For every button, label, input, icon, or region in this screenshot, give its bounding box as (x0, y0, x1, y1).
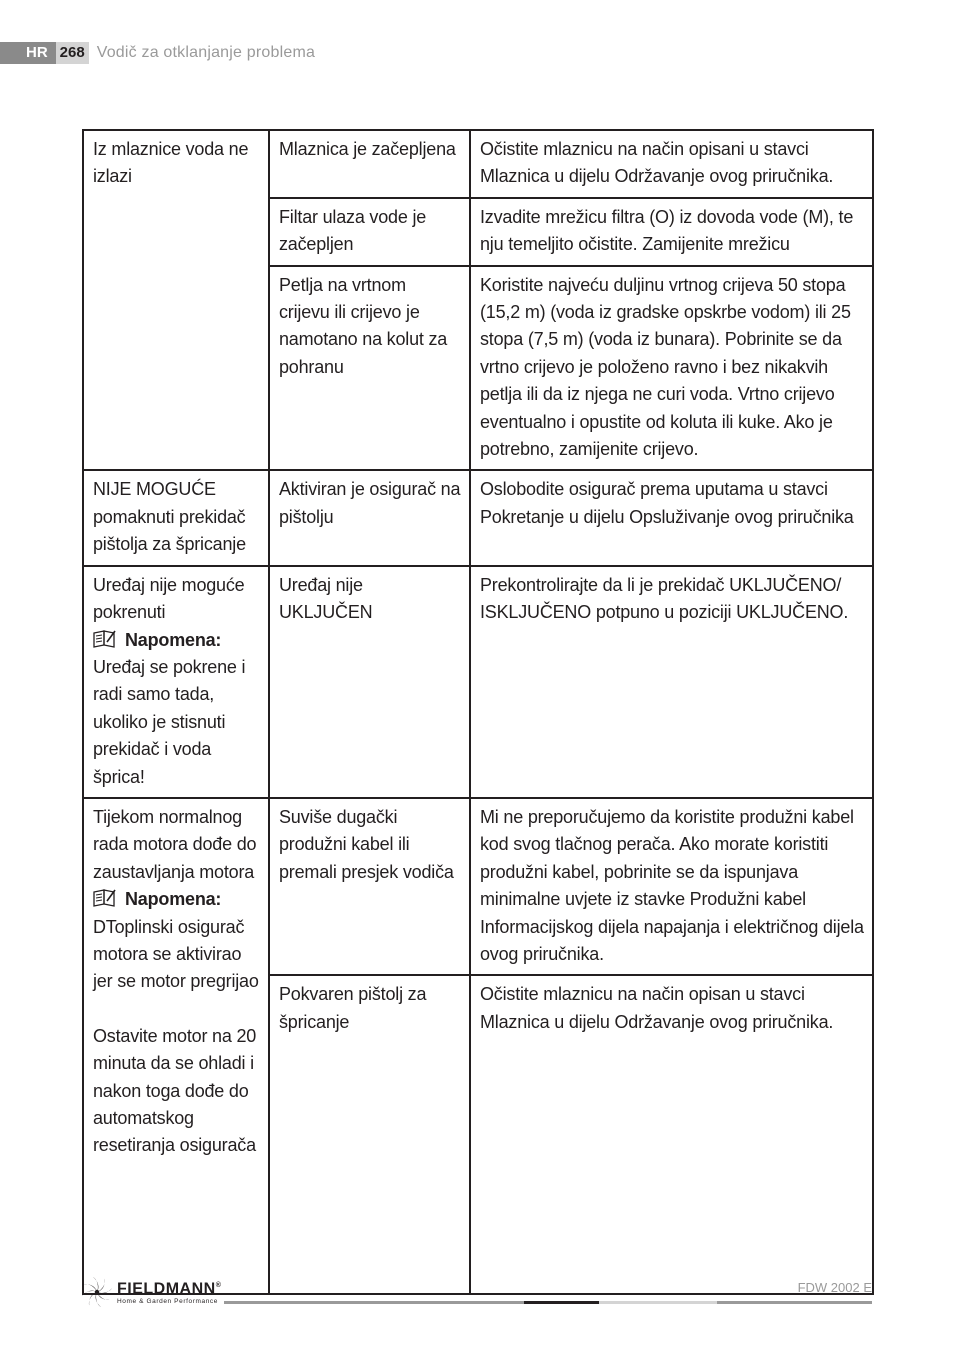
language-code: HR (0, 42, 56, 64)
fan-flower-icon (80, 1276, 114, 1308)
solution-cell: Izvadite mrežicu filtra (O) iz dovoda vode (M), te nju temeljito očistite. Zamijenite mrežicu (470, 198, 873, 266)
table-row (83, 470, 873, 565)
solution-cell: Prekontrolirajte da li je prekidač UKLJUČENO/ ISKLJUČENO potpuno u poziciji UKLJUČENO. (470, 566, 873, 798)
footer-rule (599, 1301, 717, 1304)
brand-logo (80, 1276, 221, 1308)
cause-cell: Suviše dugački produžni kabel ili premali presjek vodiča (269, 798, 470, 975)
solution-cell: Mi ne preporučujemo da koristite produžni kabel kod svog tlačnog perača. Ako morate koristiti produžni kabel, pobrinite se da ispunjava minimalne uvjete iz stavke Produžni kabel Informacijskog dijela napajanja i električnog dijela ovog priručnika. (470, 798, 873, 975)
table-row (83, 566, 873, 798)
section-title: Vodič za otklanjanje problema (96, 44, 316, 61)
cause-cell: Filtar ulaza vode je začepljen (269, 198, 470, 266)
cause-cell: Aktiviran je osigurač na pištolju (269, 470, 470, 565)
table-row (83, 130, 873, 198)
brand-name: FIELDMANN® (117, 1280, 222, 1298)
note-text: DToplinski osigurač motora se aktivirao jer se motor pregrijao (93, 916, 259, 992)
solution-cell: Očistite mlaznicu na način opisan u stavci Mlaznica u dijelu Održavanje ovog priručnika. (470, 975, 873, 1294)
note-label: Napomena: (93, 627, 260, 654)
note-book-icon (93, 889, 117, 907)
problem-cell: Tijekom normalnog rada motora dođe do zaustavljanja motora Napomena: DToplinski osigurač motora se aktivirao jer se motor pregrijao Ostavite motor na 20 minuta da se ohladi i nakon toga dođe do automatskog resetiranja osigurača (83, 798, 269, 1294)
problem-cell: Uređaj nije moguće pokrenuti Napomena: Uređaj se pokrene i radi samo tada, ukoliko je stisnuti prekidač i voda šprica! (83, 566, 269, 798)
troubleshooting-table (82, 129, 874, 1298)
note-label: Napomena: (93, 886, 260, 913)
page-number: 268 (56, 42, 89, 64)
table-row (83, 798, 873, 975)
cause-cell: Pokvaren pištolj za špricanje (269, 975, 470, 1294)
model-number: FDW 2002 E (797, 1280, 872, 1295)
brand-tagline: Home & Garden Performance (117, 1297, 218, 1305)
solution-cell: Oslobodite osigurač prema uputama u stavci Pokretanje u dijelu Opsluživanje ovog priručnika (470, 470, 873, 565)
cause-cell: Petlja na vrtnom crijevu ili crijevo je namotano na kolut za pohranu (269, 266, 470, 471)
footer-rule (717, 1301, 872, 1304)
footer-rule (224, 1301, 524, 1304)
cause-cell: Mlaznica je začepljena (269, 130, 470, 198)
note-book-icon (93, 630, 117, 648)
problem-cell: NIJE MOGUĆE pomaknuti prekidač pištolja za špricanje (83, 470, 269, 565)
solution-cell: Koristite najveću duljinu vrtnog crijeva 50 stopa (15,2 m) (voda iz gradske opskrbe vodom) ili 25 stopa (7,5 m) (voda iz bunara). Pobrinite se da vrtno crijevo je položeno ravno i bez nikakvih petlja ili da iz njega ne curi voda. Vrtno crijevo eventualno i opustite od koluta ili kuke. Ako je potrebno, zamijenite crijevo. (470, 266, 873, 471)
page-header (0, 42, 315, 64)
solution-cell: Očistite mlaznicu na način opisani u stavci Mlaznica u dijelu Održavanje ovog priručnika. (470, 130, 873, 198)
extra-text: Ostavite motor na 20 minuta da se ohladi i nakon toga dođe do automatskog resetiranja osigurača (93, 1025, 257, 1156)
footer-rule-accent (524, 1301, 599, 1304)
note-text: Uređaj se pokrene i radi samo tada, ukoliko je stisnuti prekidač i voda šprica! (93, 656, 246, 787)
cause-cell: Uređaj nije UKLJUČEN (269, 566, 470, 798)
problem-cell: Iz mlaznice voda ne izlazi (83, 130, 269, 470)
